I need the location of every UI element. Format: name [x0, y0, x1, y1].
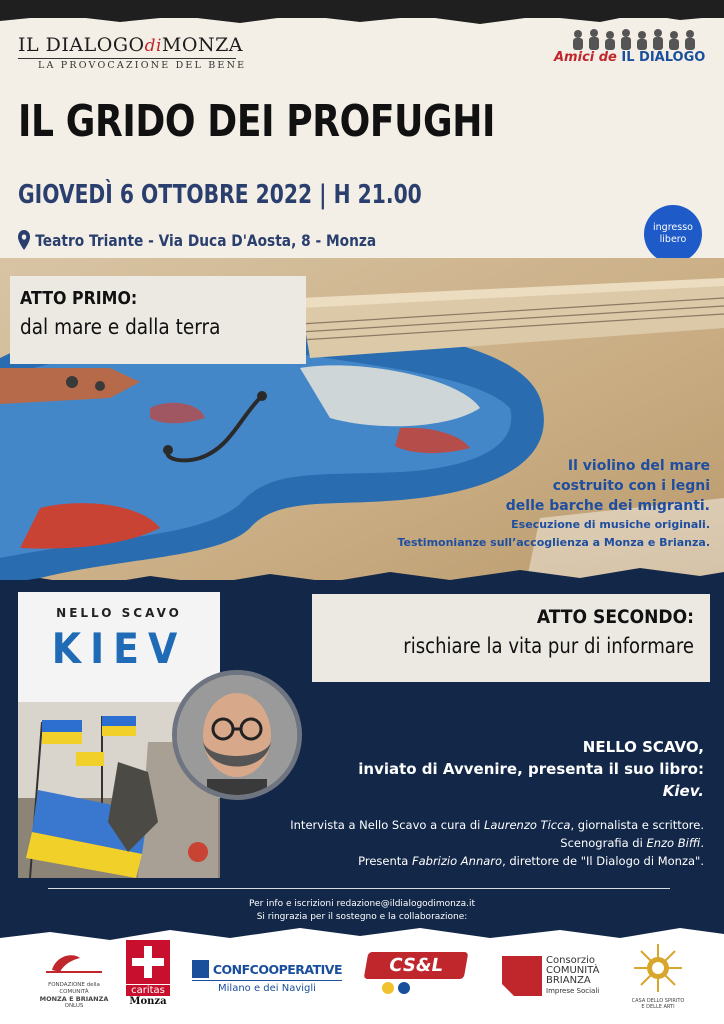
caritas-cross-icon: [126, 940, 170, 984]
location-pin-icon: [18, 230, 30, 250]
speaker-description: NELLO SCAVO, inviato di Avvenire, presenta il suo libro: Kiev.: [358, 738, 704, 800]
caritas-monza-logo: caritas Monza: [126, 940, 170, 1007]
book-title: KIEV: [51, 624, 187, 673]
il-dialogo-di-monza-logo: [18, 34, 248, 74]
top-paper-tear: [0, 10, 724, 30]
sun-emblem-icon: [626, 942, 690, 994]
venue-text: Teatro Triante - Via Duca D'Aosta, 8 - Monza: [35, 230, 377, 250]
csl-partner-icon: [382, 982, 394, 994]
confcooperative-logo: CONFCOOPERATIVE Milano e dei Navigli: [192, 960, 342, 994]
logo-main-text: IL DIALOGOdiMONZA: [18, 34, 243, 56]
fondazione-monza-brianza-logo: FONDAZIONE della COMUNITÀ MONZA E BRIANZA ONLUS: [38, 948, 110, 1010]
act-one-label: ATTO PRIMO:: [20, 288, 138, 309]
violin-description: Il violino del mare costruito con i legni delle barche dei migranti. Esecuzione di musiche originali. Testimonianze sull’accoglienza a Monza e Brianza.: [397, 458, 710, 549]
event-venue: [18, 230, 376, 250]
contact-info: Per info e iscrizioni redazione@ildialogodimonza.it: [249, 899, 475, 909]
logo-tagline: LA PROVOCAZIONE DEL BENE: [38, 60, 247, 71]
nello-scavo-photo: [172, 670, 302, 800]
event-title: IL GRIDO DEI PROFUGHI: [18, 96, 496, 147]
consorzio-emblem-icon: [502, 956, 542, 996]
book-author: NELLO SCAVO: [56, 606, 182, 620]
people-silhouettes-icon: [570, 28, 700, 52]
casa-dello-spirito-logo: CASA DELLO SPIRITO E DELLE ARTI: [626, 942, 690, 1010]
portrait-illustration: [177, 675, 297, 795]
csl-partner-icon: [398, 982, 410, 994]
info-text: [0, 898, 724, 924]
event-credits: Intervista a Nello Scavo a cura di Laurenzo Ticca, giornalista e scrittore. Scenografia di Enzo Biffi. Presenta Fabrizio Annaro, direttore de "Il Dialogo di Monza".: [290, 818, 704, 868]
csl-consorzio-logo: CS&L: [366, 952, 466, 994]
fondazione-emblem-icon: [38, 948, 110, 978]
act-two-box: [312, 594, 710, 682]
act-one-subtitle: dal mare e dalla terra: [20, 315, 221, 339]
section-divider: [48, 888, 670, 889]
confcoop-square-icon: [192, 960, 209, 978]
free-entry-badge: ingresso libero: [644, 205, 702, 263]
consorzio-comunita-brianza-logo: Consorzio COMUNITÀ BRIANZA Imprese Sociali: [502, 956, 612, 996]
act-two-subtitle: rischiare la vita pur di informare: [403, 634, 694, 658]
event-date: GIOVEDÌ 6 OTTOBRE 2022 | H 21.00: [18, 180, 422, 210]
act-two-label: ATTO SECONDO:: [536, 606, 694, 628]
thanks-line: Si ringrazia per il sostegno e la collaborazione:: [256, 912, 468, 922]
act-one-box: [10, 276, 306, 364]
amici-del-dialogo-logo: Amici de IL DIALOGO: [552, 28, 704, 72]
